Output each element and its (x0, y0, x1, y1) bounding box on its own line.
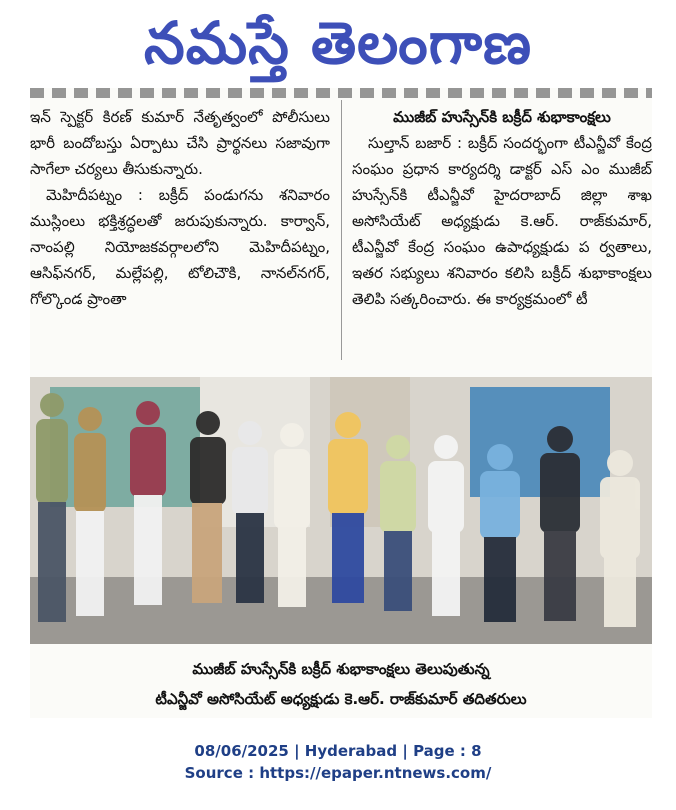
article-headline: ముజీబ్ హుస్సేన్‌కి బక్రీద్ శుభాకాంక్షలు (393, 108, 611, 126)
clipping-footer (0, 740, 676, 784)
group-photo-illustration (30, 377, 652, 644)
source-link[interactable]: Source : https://epaper.ntnews.com/ (184, 764, 492, 782)
dateline: 08/06/2025 | Hyderabad | Page : 8 (194, 742, 482, 760)
article-left-paragraph-1: ఇన్ స్పెక్టర్ కిరణ్ కుమార్ నేతృత్వంలో పోలీసులు భారీ బందోబస్తు ఏర్పాటు చేసి ప్రార్థనలు సజావుగా సాగేలా చర్యలు తీసుకున్నారు. (30, 108, 330, 178)
clipping-top-edge (30, 88, 652, 98)
column-divider (341, 100, 342, 360)
photo-caption (30, 654, 652, 714)
masthead (0, 4, 676, 84)
article-right-column (352, 104, 652, 312)
photo-caption-line-1: ముజీబ్ హుస్సేన్‌కి బక్రీద్ శుభాకాంక్షలు తెలుపుతున్న (192, 660, 490, 678)
article-right-body: సుల్తాన్ బజార్ : బక్రీద్ సందర్భంగా టీఎన్జీవో కేంద్ర సంఘం ప్రధాన కార్యదర్శి డాక్టర్ ఎస్ ఎం ముజీబ్ హుస్సేన్‌కి టీఎన్జీవో హైదరాబాద్ జిల్లా శాఖ అసోసియేట్ అధ్యక్షుడు కె.ఆర్. రాజ్‌కుమార్, టీఎన్జీవో కేంద్ర సంఘం ఉపాధ్యక్షుడు ప ర్వతాలు, ఇతర సభ్యులు శనివారం కలిసి బక్రీద్ శుభాకాంక్షలు తెలిపి సత్కరించారు. ఈ కార్యక్రమంలో టీ (352, 134, 652, 308)
article-left-paragraph-2: మెహిదీపట్నం : బక్రీద్ పండుగను శనివారం ముస్లింలు భక్తిశ్రద్ధలతో జరుపుకున్నారు. కార్వాన్, నాంపల్లి నియోజకవర్గాలలోని మెహిదీపట్నం, ఆసిఫ్‌నగర్, మల్లేపల్లి, టోలిచౌకి, నానల్‌నగర్, గోల్కొండ ప్రాంతా (30, 186, 330, 308)
article-left-column (30, 104, 330, 312)
photo-caption-line-2: టీఎన్జీవో అసోసియేట్ అధ్యక్షుడు కె.ఆర్. రాజ్‌కుమార్ తదితరులు (155, 690, 527, 708)
newspaper-title: నమస్తే తెలంగాణ (144, 9, 532, 77)
news-photo (30, 377, 652, 644)
news-clipping (30, 88, 652, 718)
